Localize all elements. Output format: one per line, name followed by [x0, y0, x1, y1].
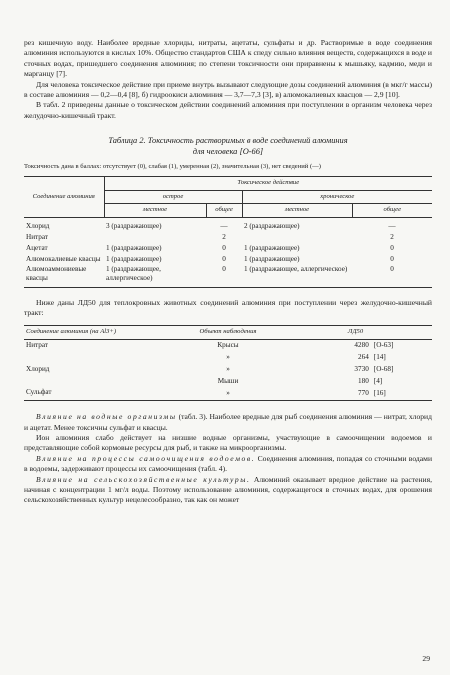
table2-note: Токсичность дана в баллах: отсутствует (0), слабая (1), умеренная (2), значительная (3), нет сведений (—)	[24, 163, 321, 171]
table-row	[24, 387, 432, 401]
row-compound: Алюмокалиевые квасцы	[26, 254, 101, 263]
row-chronic-local: 2 (раздражающее)	[244, 222, 300, 231]
header-chronic-general: общее	[352, 204, 432, 218]
table-row	[24, 264, 432, 287]
ld50-ref: [4]	[373, 376, 383, 385]
row-compound: Нитрат	[26, 233, 49, 242]
row-chronic-local: 1 (раздражающее)	[244, 243, 300, 252]
row-acute-local: 1 (раздражающее)	[106, 254, 162, 263]
ld50-compound	[24, 351, 177, 363]
table2-title	[24, 135, 432, 157]
paragraph-text: Ион алюминия слабо действует на низшие водные организмы, участвующие в самоочищении водоемов и представляющие собой кормовые ресурсы для рыб, и также на микроорганизмы.	[24, 432, 432, 453]
header-toxic-action: Токсическое действие	[104, 176, 432, 190]
ld50-object: »	[226, 364, 230, 373]
ld50-value: 3730	[354, 364, 369, 373]
ld50-compound: Сульфат	[26, 388, 52, 397]
paragraph-table-ref: В табл. 2 приведены данные о токсическом действии соединений алюминия при поступлении в организм человека через желудочно-кишечный тракт.	[24, 100, 432, 120]
row-acute-local: 3 (раздражающее)	[106, 222, 162, 231]
paragraph-self-purification	[24, 454, 432, 475]
row-acute-general: 0	[222, 265, 226, 274]
header-acute: острое	[104, 190, 242, 204]
section-lead: Влияние на процессы самоочищения водоемов.	[36, 453, 256, 463]
header-chronic: хроническое	[242, 190, 432, 204]
paragraph-text: Соединения алюминия, попадая со сточными водами в водоемы, задерживают процессы их самоочищения (табл. 4).	[24, 453, 433, 474]
row-chronic-local: 1 (раздражающее)	[244, 254, 300, 263]
row-chronic-general: 0	[390, 265, 394, 274]
ld50-ref: [16]	[373, 389, 386, 398]
table2-title-line2: для человека [О-66]	[192, 147, 264, 157]
header-compound: Соединение алюминия	[24, 176, 104, 217]
row-chronic-local	[242, 232, 352, 243]
ld50-object: »	[226, 352, 230, 361]
ld50-header-compound: Соединение алюминия (на Al3+)	[24, 325, 177, 339]
row-acute-general: 0	[222, 254, 226, 263]
ld50-header-value: ЛД50	[279, 325, 432, 339]
header-acute-general: общее	[206, 204, 242, 218]
table-row	[24, 232, 432, 243]
ld50-value: 264	[358, 352, 369, 361]
row-compound: Ацетат	[26, 243, 48, 252]
ld50-object: »	[226, 389, 230, 398]
row-chronic-local: 1 (раздражающее, аллергическое)	[244, 265, 348, 274]
paragraph-doses: Для человека токсическое действие при приеме внутрь вызывают следующие дозы соединений алюминия (в мкг/г массы) в составе алюминия — 0,2—0,4 [8], б) гидроокиси алюминия — 3,7—7,3 [3], в) алюмокалиевых квасцов — 2,9 [10].	[24, 79, 432, 100]
paragraph-ld50: Ниже даны ЛД50 для теплокровных животных соединений алюминия при поступлении через желудочно-кишечный тракт:	[24, 298, 432, 318]
ld50-header-object: Объект наблюдения	[177, 325, 279, 339]
ld50-object: Мыши	[217, 376, 239, 385]
section-lead: Влияние на сельскохозяйственные культуры.	[36, 474, 251, 484]
section-lead: Влияние на водные организмы	[36, 412, 177, 422]
row-chronic-general: 0	[390, 254, 394, 263]
page-number: 29	[422, 654, 430, 663]
ld50-compound: Хлорид	[26, 364, 50, 373]
row-acute-local: 1 (раздражающее, аллергическое)	[106, 265, 161, 283]
ld50-value: 180	[358, 376, 369, 385]
table2-title-line1: Таблица 2. Токсичность растворимых в воде соединений алюминия	[108, 136, 348, 146]
ld50-compound	[24, 375, 177, 387]
row-compound: Хлорид	[26, 222, 50, 231]
paragraph-intro: рез кишечную воду. Наиболее вредные хлориды, нитраты, ацетаты, сульфаты и др. Растворимые в воде соединения алюминия используются в кислых 10%. Общество стандартов США к спеду сильно влияния веществ, содержащихся в воде и сточных водах, пришедшего соединения алюминия; по степени токсичности они приравнены к мышьяку, кадмию, меди и марганцу [7].	[24, 38, 432, 79]
ld50-value: 770	[358, 389, 369, 398]
row-acute-local	[104, 232, 206, 243]
table-row	[24, 339, 432, 351]
table-row	[24, 243, 432, 254]
table-row	[24, 375, 432, 387]
row-acute-local: 1 (раздражающее)	[106, 243, 162, 252]
table-row	[24, 218, 432, 232]
table-row	[24, 254, 432, 265]
table-row	[24, 363, 432, 375]
ld50-object: Крысы	[217, 341, 239, 350]
row-acute-general: 2	[222, 233, 226, 242]
row-compound: Алюмоаммониевые квасцы	[26, 265, 87, 283]
paragraph-text: (табл. 3). Наиболее вредные для рыб соединения алюминия — нитрат, хлорид и ацетат. Менее токсичны сульфат и квасцы.	[24, 412, 432, 432]
ld50-ref: [14]	[373, 352, 386, 361]
toxicity-table	[24, 176, 432, 288]
row-chronic-general: —	[388, 222, 396, 231]
ld50-value: 4280	[354, 341, 369, 350]
ld50-compound: Нитрат	[26, 341, 49, 350]
row-chronic-general: 2	[390, 233, 394, 242]
row-acute-general: —	[220, 222, 228, 231]
paragraph-text: Алюминий оказывает вредное действие на растения, начиная с концентрации 1 мг/л воды. Поэтому использование алюминия, содержащегося в сточных водах, для орошения сельскохозяйственных культур нецелесообразно, так как он может	[24, 474, 433, 505]
table-row	[24, 351, 432, 363]
header-chronic-local: местное	[242, 204, 352, 218]
paragraph-crops	[24, 475, 432, 506]
ld50-table	[24, 325, 432, 401]
row-chronic-general: 0	[390, 243, 394, 252]
ld50-ref: [О-68]	[373, 364, 394, 373]
paragraph-low-organisms	[24, 433, 432, 454]
ld50-ref: [О-63]	[373, 341, 394, 350]
header-acute-local: местное	[104, 204, 206, 218]
paragraph-aquatic-organisms	[24, 412, 432, 433]
row-acute-general: 0	[222, 243, 226, 252]
